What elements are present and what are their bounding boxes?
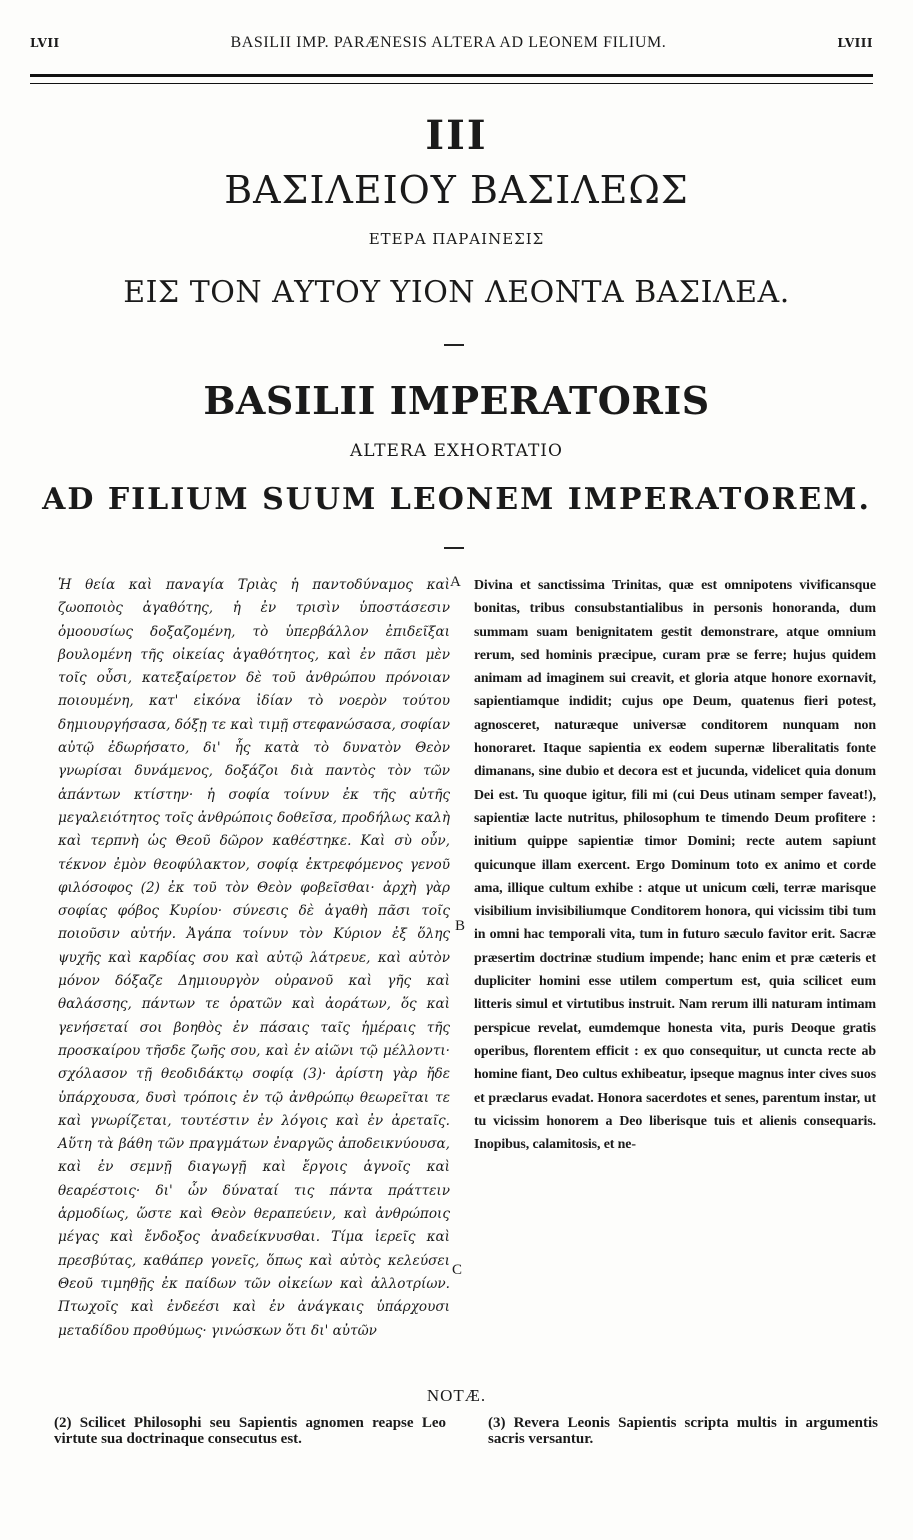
header-rule [30,74,873,84]
notes-heading: NOTÆ. [426,1386,487,1405]
latin-paragraph: Divina et sanctissima Trinitas, quæ est omnipotens vivificansque bonitas, tribus consubstantialibus in personis honoranda, dum summam suam benignitatem gestit demonstrare, atque omnium rerum, sed hominis præcipue, curam præ se ferre; hujus quidem animam ad imaginem sui creavit, et gloria atque honore exornavit, sapientiamque indidit; cujus ope Deum, quatenus fieri potest, agnosceret, naturæque universæ conditorem nunquam non honoraret. Itaque sapientia ex eodem supernæ liberalitatis fonte dimanans, sine dubio et decora est et jucunda, videlicet quia donum Dei est. Tu quoque igitur, fili mi (cui Deus utinam semper faveat!), sapientiæ lacte nutritus, philosophum te timendo Deum profitere : initium quippe sapientiæ timor Domini; recte autem sapiunt quicunque illam exercent. Ergo Dominum toto ex animo et corde ama, illique cultum exhibe : atque ut unicum cœli, terræ marisque visibilium invisibiliumque Conditorem honora, qui vicissim tibi tum in omni hac temporali vita, tum in futuro sæculo favitor erit. Sacræ præsertim doctrinæ studium impende; hanc enim et præ cæteris et dupliciter homini esse utilem compertum est, quia scilicet eum litteris simul et virtutibus instruit. Nam rerum illi naturam intimam perspicue revelat, eumdemque honesta vita, puris Deoque gratis operibus, florentem efficit : ex quo consequitur, ut cuncta recte ab homine fiant, Deo cultus exhibeatur, ipseque magnus inter cives suos et præclarus evadat. Honora sacerdotes et senes, parentum instar, ut tu vicissim honorem a Deo liberisque tuis et alienis consequaris. Inopibus, calamitosis, et ne- [474,578,876,1153]
title-divider [444,547,464,549]
footnote-2: (2) Scilicet Philosophi seu Sapientis agnomen reapse Leo virtute sua doctrinaque consecutus est. [54,1415,446,1447]
latin-column [474,574,876,1156]
greek-paragraph: Ἡ θεία καὶ παναγία Τριὰς ἡ παντοδύναμος καὶ ζωοποιὸς ἀγαθότης, ἡ ἐν τρισὶν ὑποστάσεσιν ὁμοουσίως δοξαζομένη, τὸ ὑπερβάλλον ἐπιδεῖξαι βουλομένη τῆς οἰκείας ἀγαθότητος, καὶ ἐν πᾶσι μὲν τοῖς οὖσι, κατεξαίρετον δὲ τοῦ ἀνθρώπου πρόνοιαν ποιουμένη, κατ' εἰκόνα ἰδίαν τὸ νοερὸν τούτου δημιουργήσασα, δόξῃ τε καὶ τιμῇ στεφανώσασα, σοφίαν αὐτῷ ἐδωρήσατο, δι' ἧς κατὰ τὸ δυνατὸν Θεὸν γνωρίσαι δυνάμενος, δοξάζοι διὰ παντὸς τὸν τῶν ἁπάντων κτίστην· ἡ σοφία τοίνυν ἐκ τῆς αὐτῆς μεγαλειότητος τοῖς ἀνθρώποις δοθεῖσα, προδήλως καλὴ καὶ τερπνὴ ὡς Θεοῦ δῶρον καθέστηκε. Καὶ σὺ οὖν, τέκνον ἐμὸν θεοφύλακτον, σοφίᾳ ἐκτρεφόμενος γενοῦ φιλόσοφος (2) ἐκ τοῦ τὸν Θεὸν φοβεῖσθαι· ἀρχὴ γὰρ σοφίας φόβος Κυρίου· σύνεσις δὲ ἀγαθὴ πᾶσι τοῖς ποιοῦσιν αὐτήν. Ἀγάπα τοίνυν τὸν Κύριον ἐξ ὅλης ψυχῆς καὶ καρδίας σου καὶ αὐτῷ λάτρευε, καὶ αὐτὸν μόνον δόξαζε Δημιουργὸν οὐρανοῦ καὶ γῆς καὶ θαλάσσης, πάντων τε ὁρατῶν καὶ ἀοράτων, ὅς καὶ γενήσεταί σοι βοηθὸς ἐν πάσαις ταῖς ἡμέραις τῆς προσκαίρου τῆσδε ζωῆς σου, καὶ ἐν αἰῶνι τῷ μέλλοντι· σχόλασον τῇ θεοδιδάκτῳ σοφίᾳ (3)· ἀρίστη γὰρ ἤδε ὑπάρχουσα, δυσὶ τρόποις ἐν τῷ ἀνθρώπῳ θεωρεῖται τε καὶ γνωρίζεται, τουτέστιν ἐν λόγοις καὶ ἐν ἀρεταῖς. Αὕτη τὰ βάθη τῶν πραγμάτων ἐναργῶς ἀποδεικνύουσα, καὶ ἐν σεμνῇ διαγωγῇ καὶ ἔργοις ἁγνοῖς καὶ θεαρέστοις· δι' ὧν δύναταί τις πάντα πράττειν ἁρμοδίως, ὥστε καὶ Θεὸν θεραπεύειν, καὶ ἀνθρώποις μέγας καὶ ἔνδοξος ἀναδείκνυσθαι. Τίμα ἱερεῖς καὶ πρεσβύτας, καθάπερ γονεῖς, ὅπως καὶ αὐτὸς κελεύσει Θεοῦ τιμηθῇς ἐκ παίδων τῶν οἰκείων καὶ ἀλλοτρίων. Πτωχοῖς καὶ ἐνδεέσι καὶ ἐν ἀνάγκαις ὑπάρχουσι μεταδίδου προθύμως· γινώσκων ὅτι δι' αὐτῶν [58,577,450,1339]
left-page-number: LVII [30,36,60,50]
greek-title: ΒΑΣΙΛΕΙΟΥ ΒΑΣΙΛΕΩΣ [224,168,689,212]
footnote-3: (3) Revera Leonis Sapientis scripta multis in argumentis sacris versantur. [488,1415,878,1447]
greek-subtitle-2: ΕΙΣ ΤΟΝ ΑΥΤΟΥ ΥΙΟΝ ΛΕΟΝΤΑ ΒΑΣΙΛΕΑ. [123,275,790,310]
section-number: III [425,112,488,159]
greek-subtitle: ΕΤΕΡΑ ΠΑΡΑΙΝΕΣΙΣ [368,230,545,248]
margin-marker-b: B [455,918,466,934]
right-page-number: LVIII [837,36,873,50]
greek-column [58,574,450,1343]
title-divider [444,344,464,346]
latin-subtitle: ALTERA EXHORTATIO [350,441,563,461]
latin-title: BASILII IMPERATORIS [203,378,710,423]
latin-subtitle-2: AD FILIUM SUUM LEONEM IMPERATOREM. [42,482,871,517]
margin-marker-a: A [450,574,461,590]
running-header [30,34,873,60]
running-title: BASILII IMP. PARÆNESIS ALTERA AD LEONEM FILIUM. [230,34,667,51]
margin-marker-c: C [452,1262,463,1278]
